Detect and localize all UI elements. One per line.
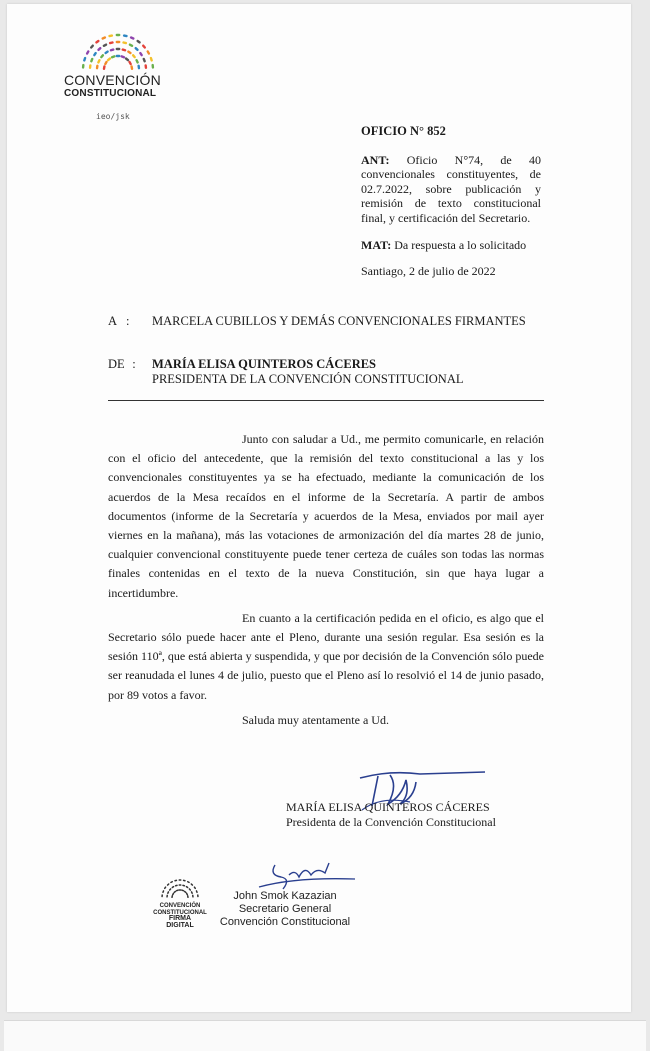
logo-line2: CONSTITUCIONAL: [64, 88, 157, 99]
seal-line3: FIRMA: [168, 915, 192, 922]
sender-line: DE : MARÍA ELISA QUINTEROS CÁCERES PRESIDENTA DE LA CONVENCIÓN CONSTITUCIONAL: [108, 357, 548, 387]
seal-logo-icon: [152, 876, 208, 898]
mat-paragraph: [361, 238, 541, 253]
letter-body: [108, 430, 544, 730]
body-paragraph-1: Junto con saludar a Ud., me permito comunicarle, en relación con el oficio del antecedente, que la remisión del texto constitucional a las y los convencionales constituyentes ya se ha efectuado, mediante la comunicación de los acuerdos de la Mesa recaídos en el informe de la Secretaría. A partir de ambos documentos (informe de la Secretaría y acuerdos de la Mesa, enviados por mail ayer viernes en la mañana), más las votaciones de armonización del día martes 28 de junio, cualquier convencional constituyente puede tener certeza de cuáles son todas las normas finales contenidas en el texto de la nueva Constitución, sin que haya lugar a incertidumbre.: [108, 432, 544, 600]
sender-title: PRESIDENTA DE LA CONVENCIÓN CONSTITUCIONAL: [152, 372, 464, 386]
secretary-name: John Smok Kazazian: [233, 890, 337, 902]
logo-arc-icon: [72, 30, 164, 70]
header-divider: [108, 400, 544, 401]
addressee-text: MARCELA CUBILLOS Y DEMÁS CONVENCIONALES FIRMANTES: [152, 314, 526, 328]
logo-line1: CONVENCIÓN: [64, 72, 161, 88]
sender-name: MARÍA ELISA QUINTEROS CÁCERES: [152, 357, 377, 371]
document-date: Santiago, 2 de julio de 2022: [361, 264, 496, 279]
digital-signature-seal: [152, 876, 208, 936]
mat-label: MAT:: [361, 237, 392, 252]
ant-text: Oficio N°74, de 40 convencionales constituyentes, de 02.7.2022, sobre publicación y remisión de texto constitucional final, y certificación del Secretario.: [361, 152, 542, 225]
body-paragraph-2: En cuanto a la certificación pedida en el oficio, es algo que el Secretario sólo puede hacer ante el Pleno, durante una sesión regular. Esa sesión es la sesión 110ª, que está abierta y suspendida, y que por decisión de la Convención sólo puede ser reanudada el lunes 4 de julio, puesto que el Pleno así lo resolvió el 14 de junio pasado, por 89 votos a favor.: [108, 610, 544, 702]
oficio-number: OFICIO N° 852: [361, 124, 446, 138]
president-signature-block: [286, 800, 526, 830]
ant-label: ANT:: [361, 152, 390, 167]
convention-logo: [64, 30, 174, 99]
president-title: Presidenta de la Convención Constitucional: [286, 815, 496, 829]
ant-paragraph: [361, 153, 541, 226]
seal-line1: CONVENCIÓN: [159, 903, 201, 909]
secretary-signature-icon: [255, 855, 365, 895]
reference-initials: ieo/jsk: [96, 112, 130, 121]
president-name: MARÍA ELISA QUINTEROS CÁCERES: [286, 800, 490, 814]
closing-line: Saluda muy atentamente a Ud.: [242, 712, 389, 727]
header-block: [361, 124, 541, 279]
secretary-org: Convención Constitucional: [219, 916, 351, 928]
seal-line4: DIGITAL: [166, 921, 194, 929]
next-page-edge: [4, 1020, 646, 1051]
sender-label: DE: [108, 357, 125, 371]
addressee-line: A : MARCELA CUBILLOS Y DEMÁS CONVENCIONALES FIRMANTES: [108, 314, 526, 328]
secretary-signature-block: [210, 890, 360, 929]
seal-line2: CONSTITUCIONAL: [153, 909, 207, 916]
secretary-title: Secretario General: [238, 903, 332, 915]
addressee-label: A: [108, 314, 118, 328]
mat-text: Da respuesta a lo solicitado: [394, 237, 527, 252]
